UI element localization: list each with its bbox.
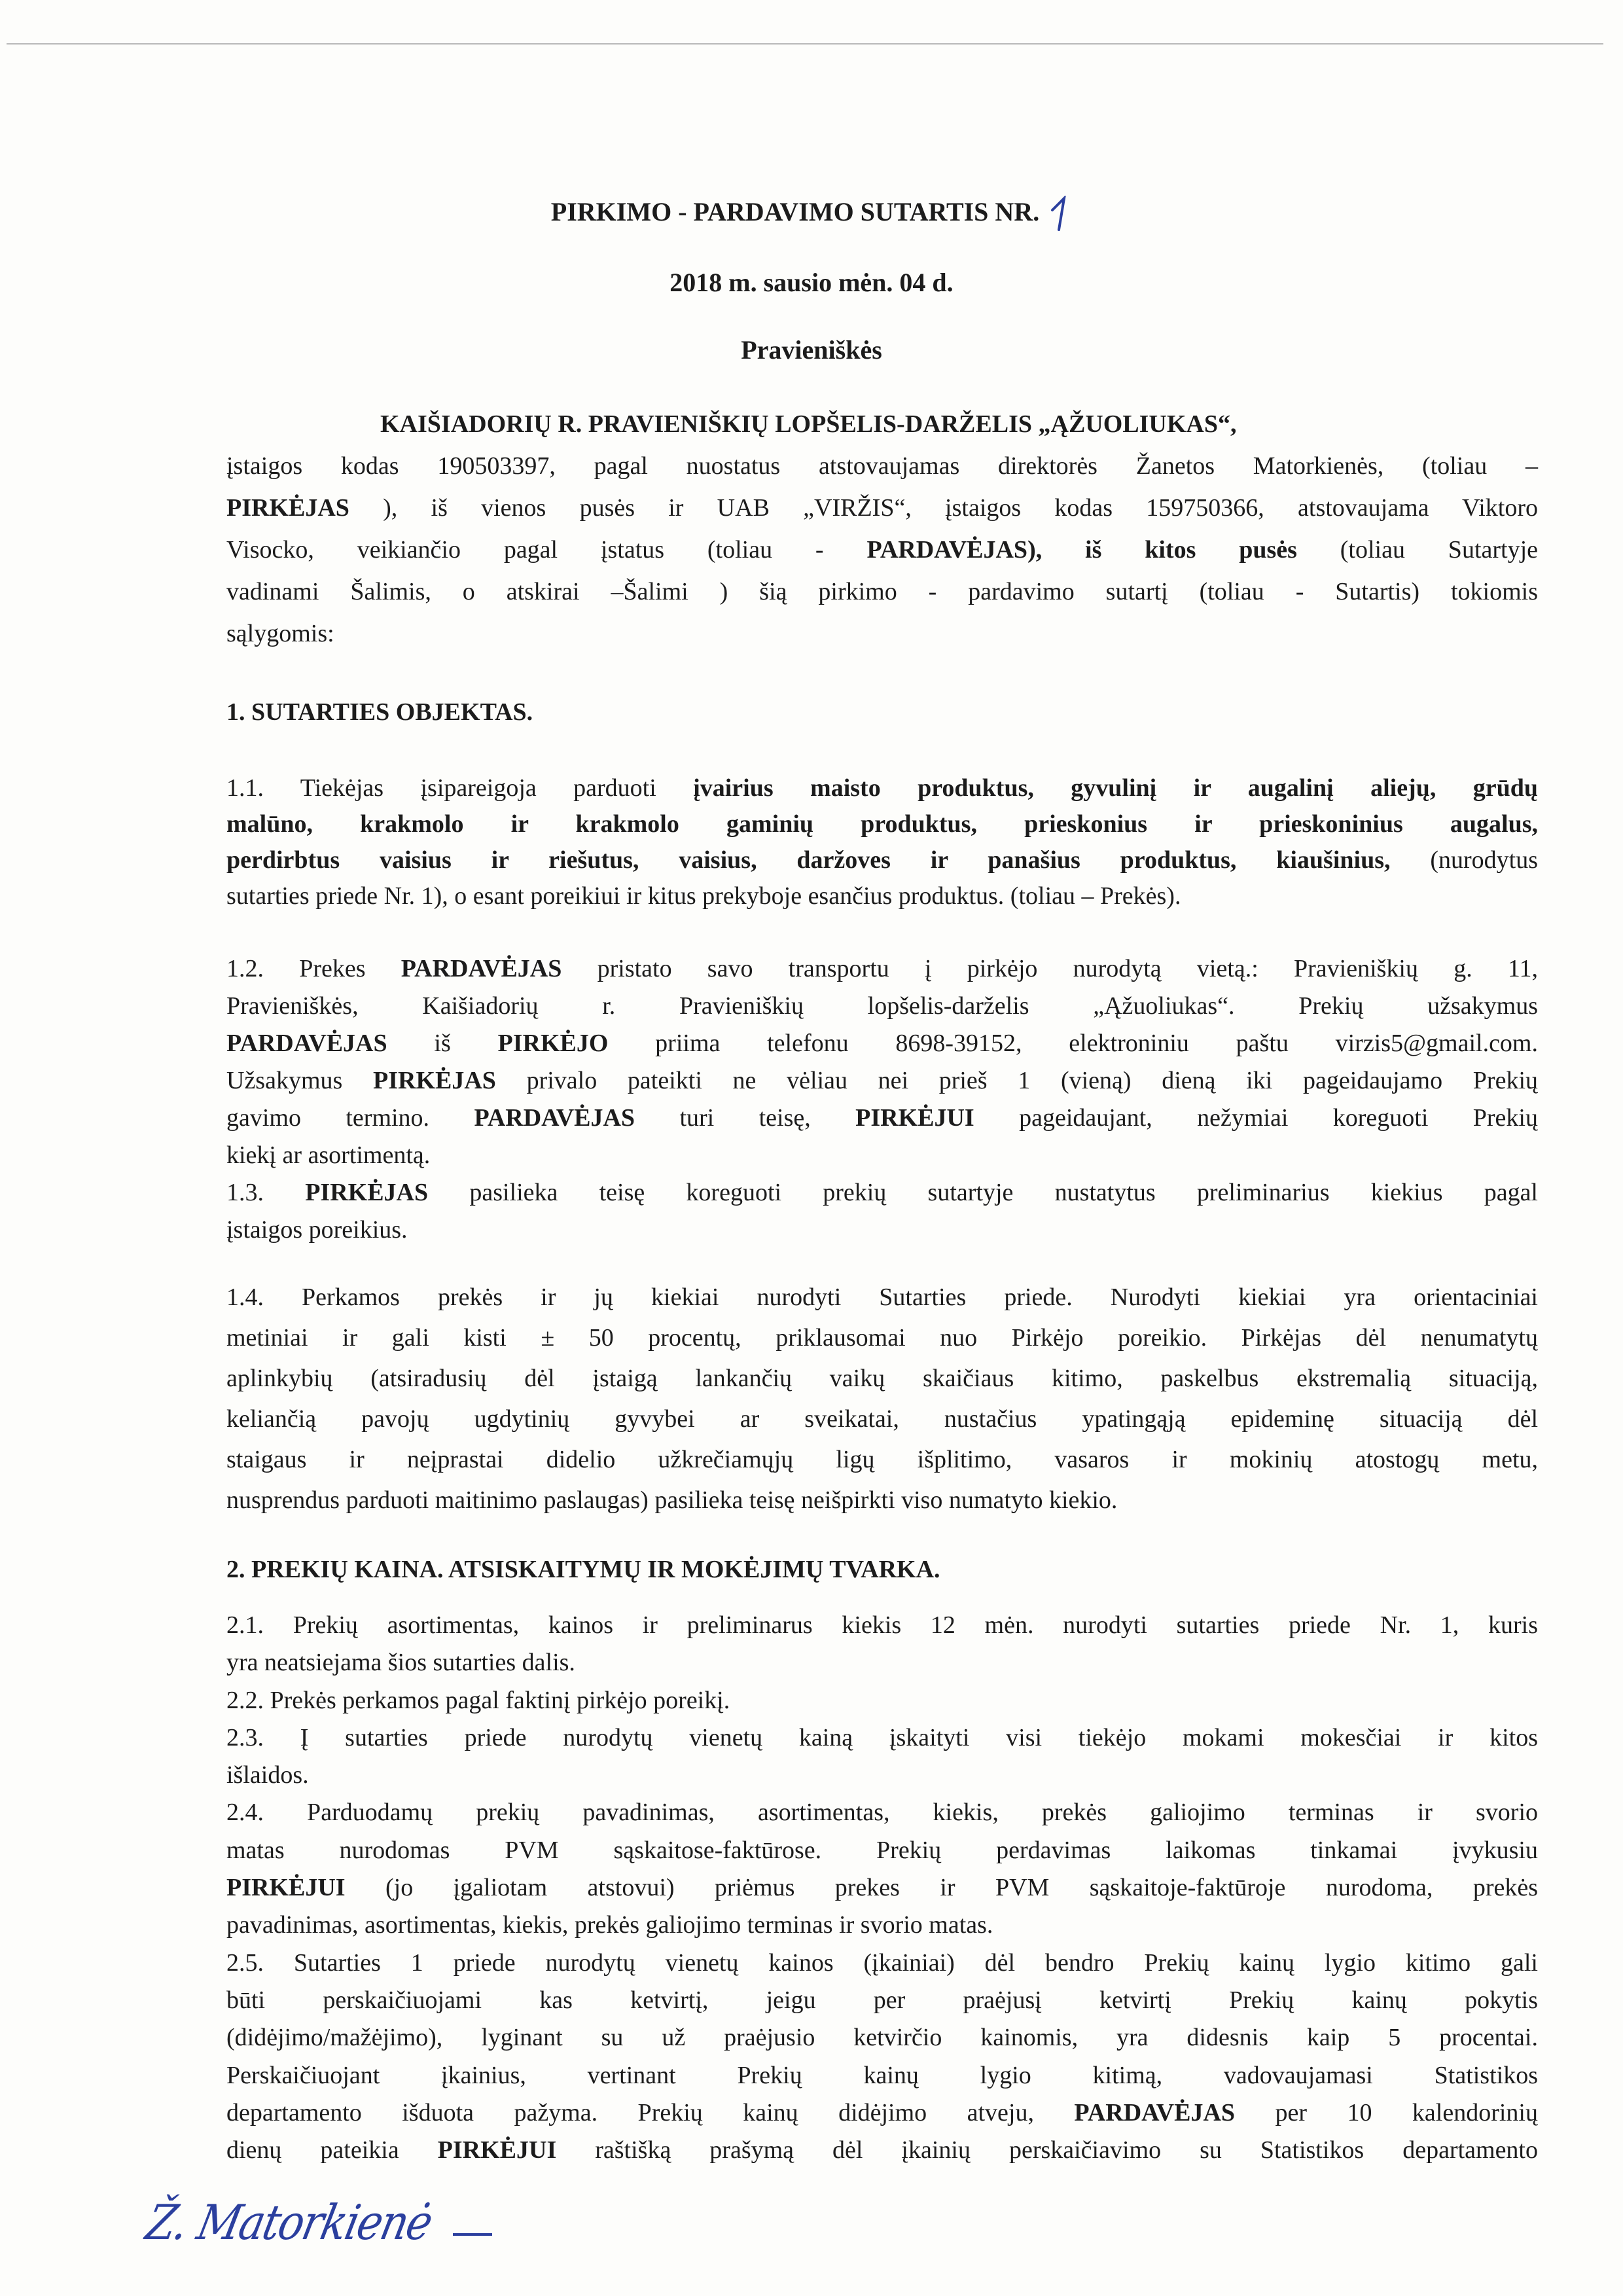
text: dienų pateikia: [226, 2136, 438, 2164]
text-line: [226, 1399, 1538, 1439]
text-line: [226, 1025, 1538, 1062]
bold-text: PIRKĖJUI: [855, 1104, 974, 1132]
signature-dash: [453, 2233, 492, 2236]
text: 1.2. Prekes: [226, 955, 401, 982]
text: 1.3.: [226, 1179, 306, 1206]
text-line: [226, 1358, 1538, 1399]
text: priima telefonu 8698-39152, elektroniniu paštu virzis5@gmail.com.: [608, 1030, 1538, 1057]
scan-top-rule: [7, 43, 1603, 45]
text-line: [226, 1945, 1538, 1982]
bold-text: PARDAVĖJAS), iš kitos pusės: [866, 536, 1297, 564]
text-line: [226, 842, 1538, 878]
text-line: [226, 1682, 1538, 1719]
text: išlaidos.: [226, 1761, 309, 1789]
text: pageidaujant, nežymiai koreguoti Prekių: [974, 1104, 1538, 1132]
text-line: [226, 1869, 1538, 1907]
text-line: [226, 950, 1538, 988]
text-line: [226, 1982, 1538, 2019]
text: 1.4. Perkamos prekės ir jų kiekiai nurodyti Sutarties priede. Nurodyti kiekiai yra orientaciniai: [226, 1283, 1538, 1311]
text-line: [226, 613, 1538, 655]
bold-text: PARDAVĖJAS: [474, 1104, 635, 1132]
text-line: [226, 1100, 1538, 1137]
text: pavadinimas, asortimentas, kiekis, prekės galiojimo terminas ir svorio matas.: [226, 1911, 993, 1939]
text-line: [226, 1211, 1538, 1249]
text-line: [226, 445, 1538, 487]
text-line: [226, 1907, 1538, 1944]
text: būti perskaičiuojami kas ketvirtį, jeigu per praėjusį ketvirtį Prekių kainų pokytis: [226, 1986, 1538, 2014]
text: turi teisę,: [635, 1104, 856, 1132]
text: matas nurodomas PVM sąskaitose-faktūrose. Prekių perdavimas laikomas tinkamai įvykusiu: [226, 1836, 1538, 1864]
section-2-heading: 2. PREKIŲ KAINA. ATSISKAITYMŲ IR MOKĖJIMŲ TVARKA.: [226, 1556, 940, 1583]
text: privalo pateikti ne vėliau nei prieš 1 (vieną) dieną iki pageidaujamo Prekių: [495, 1067, 1538, 1094]
text: (jo įgaliotam atstovui) priėmus prekes ir PVM sąskaitoje-faktūroje nurodoma, prekės: [345, 1874, 1538, 1902]
bold-text: perdirbtus vaisius ir riešutus, vaisius, daržoves ir panašius produktus, kiaušinius,: [226, 846, 1391, 874]
bold-text: KAIŠIADORIŲ R. PRAVIENIŠKIŲ LOPŠELIS-DARŽELIS „ĄŽUOLIUKAS“,: [380, 410, 1237, 438]
text-line: [226, 529, 1538, 571]
text-line: [226, 806, 1538, 842]
bold-text: PIRKĖJAS: [226, 494, 349, 522]
contract-title: [0, 196, 1623, 227]
bold-text: PIRKĖJO: [497, 1030, 609, 1057]
text: Visocko, veikiančio pagal įstatus (toliau -: [226, 536, 867, 564]
text: įstaigos poreikius.: [226, 1216, 408, 1244]
text-line: [226, 1480, 1538, 1520]
text: 2.4. Parduodamų prekių pavadinimas, asortimentas, kiekis, prekės galiojimo terminas ir svorio: [226, 1799, 1538, 1827]
text-line: [226, 1062, 1538, 1100]
bold-text: PIRKĖJAS: [373, 1067, 496, 1094]
section-2-clauses: [226, 1607, 1538, 2169]
text: staigaus ir neįprastai didelio užkrečiamųjų ligų išplitimo, vasaros ir mokinių atostogų metu,: [226, 1446, 1538, 1473]
text-line: [226, 2094, 1538, 2132]
handwritten-signature: [141, 2195, 492, 2251]
text-line: [226, 770, 1538, 806]
text: metiniai ir gali kisti ± 50 procentų, priklausomai nuo Pirkėjo poreikio. Pirkėjas dėl nenumatytų: [226, 1324, 1538, 1352]
contract-title-text: PIRKIMO - PARDAVIMO SUTARTIS NR.: [550, 197, 1040, 226]
bold-text: įvairius maisto produktus, gyvulinį ir augalinį aliejų, grūdų: [693, 774, 1539, 802]
text-line: [226, 1719, 1538, 1757]
text: (toliau Sutartyje: [1296, 536, 1539, 564]
text-line: [226, 2019, 1538, 2056]
bold-text: PIRKĖJUI: [437, 2136, 557, 2164]
bold-text: PARDAVĖJAS: [401, 955, 562, 982]
text-line: [226, 1439, 1538, 1480]
clause-1-4: [226, 1277, 1538, 1520]
text-line: [226, 1174, 1538, 1211]
text: 1.1. Tiekėjas įsipareigoja parduoti: [226, 774, 694, 802]
contract-place: Pravieniškės: [741, 335, 882, 365]
text-line: [226, 1607, 1538, 1644]
text: 2.5. Sutarties 1 priede nurodytų vienetų kainos (įkainiai) dėl bendro Prekių kainų lygio kitimo gali: [226, 1948, 1538, 1977]
signature-text: Ž. Matorkienė: [141, 2195, 437, 2251]
text-line: [226, 988, 1538, 1025]
text: įstaigos kodas 190503397, pagal nuostatus atstovaujamas direktorės Žanetos Matorkienės, (toliau –: [226, 452, 1538, 480]
text: raštišką prašymą dėl įkainių perskaičiavimo su Statistikos departamento: [556, 2136, 1538, 2164]
text: gavimo termino.: [226, 1104, 474, 1132]
text-line: [226, 1137, 1538, 1174]
text: aplinkybių (atsiradusių dėl įstaigą lankančių vaikų skaičiaus kitimo, paskelbus ekstremalią situaciją,: [226, 1365, 1538, 1392]
text: nusprendus parduoti maitinimo paslaugas) pasilieka teisę neišpirkti viso numatyto kiekio.: [226, 1486, 1118, 1514]
text: sąlygomis:: [226, 620, 334, 647]
text-line: [226, 1277, 1538, 1318]
parties-intro: [226, 403, 1538, 655]
text: ), iš vienos pusės ir UAB „VIRŽIS“, įstaigos kodas 159750366, atstovaujama Viktoro: [349, 494, 1538, 522]
text-line: [226, 2132, 1538, 2169]
text: Užsakymus: [226, 1067, 373, 1094]
text: vadinami Šalimis, o atskirai –Šalimi ) šią pirkimo - pardavimo sutartį (toliau - Sutartis) tokiomis: [226, 578, 1538, 605]
contract-date: 2018 m. sausio mėn. 04 d.: [669, 268, 954, 297]
bold-text: PIRKĖJAS: [305, 1179, 429, 1206]
text: pasilieka teisę koreguoti prekių sutartyje nustatytus preliminarius kiekius pagal: [428, 1179, 1538, 1206]
text-line: [226, 2057, 1538, 2094]
text-line: [226, 1644, 1538, 1681]
section-1-heading: 1. SUTARTIES OBJEKTAS.: [226, 698, 533, 726]
clause-1-1: [226, 770, 1538, 914]
text: keliančią pavojų ugdytinių gyvybei ar sveikatai, nustačius ypatingąją epideminę situaciją dėl: [226, 1405, 1538, 1433]
text: 2.1. Prekių asortimentas, kainos ir preliminarus kiekis 12 mėn. nurodyti sutarties priede Nr. 1, kuris: [226, 1611, 1538, 1639]
bold-text: malūno, krakmolo ir krakmolo gaminių produktus, prieskonius ir prieskoninius augalus,: [226, 810, 1538, 838]
text: iš: [387, 1030, 498, 1057]
text: Pravieniškės, Kaišiadorių r. Pravieniškių lopšelis-darželis „Ąžuoliukas“. Prekių užsakymus: [226, 992, 1538, 1020]
text: (nurodytus: [1390, 846, 1539, 874]
bold-text: PARDAVĖJAS: [1074, 2098, 1236, 2126]
text: pristato savo transportu į pirkėjo nurodytą vietą.: Pravieniškių g. 11,: [562, 955, 1539, 982]
text-line: [226, 571, 1538, 613]
text: yra neatsiejama šios sutarties dalis.: [226, 1649, 575, 1677]
bold-text: PIRKĖJUI: [226, 1874, 346, 1902]
text: 2.3. Į sutarties priede nurodytų vienetų kainą įskaityti visi tiekėjo mokami mokesčiai ir kitos: [226, 1723, 1538, 1751]
text: kiekį ar asortimentą.: [226, 1141, 431, 1169]
text-line: [226, 1794, 1538, 1831]
text: Perskaičiuojant įkainius, vertinant Prekių kainų lygio kitimą, vadovaujamasi Statistikos: [226, 2061, 1538, 2089]
bold-text: PARDAVĖJAS: [226, 1030, 387, 1057]
text: sutarties priede Nr. 1), o esant poreikiui ir kitus prekyboje esančius produktus. (toliau – Prekės).: [226, 882, 1181, 910]
clauses-1-2-1-3: [226, 950, 1538, 1249]
text-line: [226, 1757, 1538, 1794]
text-line: [226, 487, 1538, 529]
text-line: [226, 403, 1538, 445]
text: (didėjimo/mažėjimo), lyginant su už praėjusio ketvirčio kainomis, yra didesnis kaip 5 procentai.: [226, 2024, 1538, 2052]
text: departamento išduota pažyma. Prekių kainų didėjimo atveju,: [226, 2098, 1075, 2126]
text: 2.2. Prekės perkamos pagal faktinį pirkėjo poreikį.: [226, 1686, 730, 1714]
text: per 10 kalendorinių: [1235, 2098, 1538, 2126]
text-line: [226, 1318, 1538, 1358]
text-line: [226, 878, 1538, 914]
text-line: [226, 1832, 1538, 1869]
